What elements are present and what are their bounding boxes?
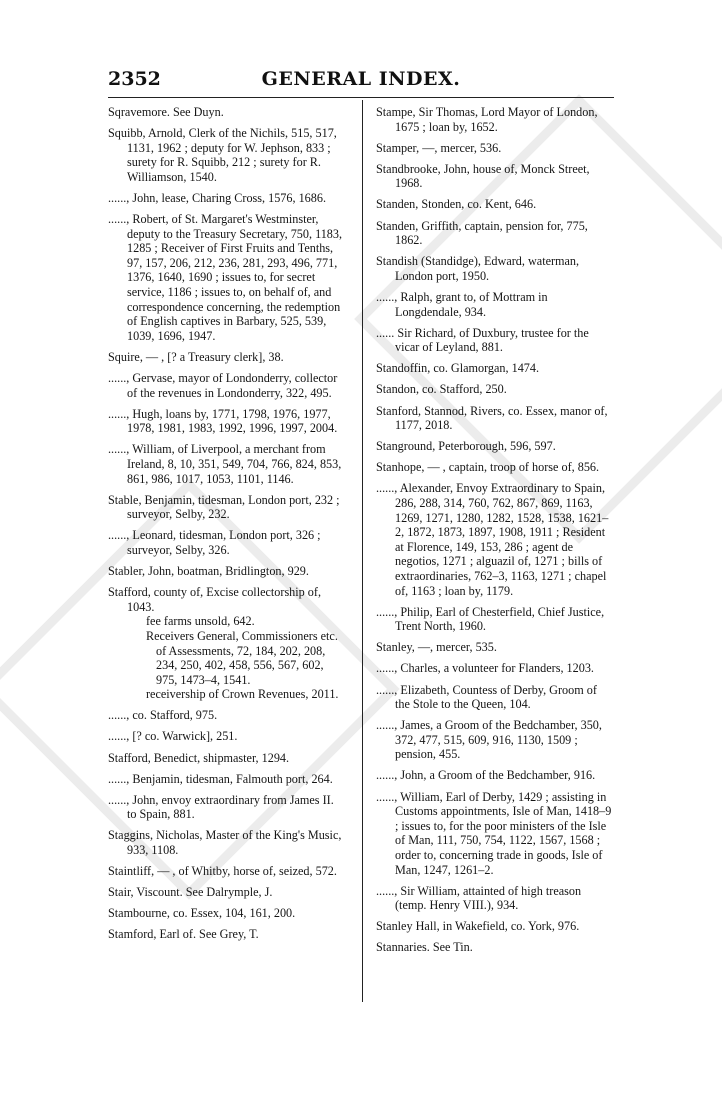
index-entry: Stafford, Benedict, shipmaster, 1294. xyxy=(108,750,290,765)
index-subentry: Receivers General, Commissioners etc. of Assessments, 72, 184, 202, 208, 234, 250, 402, 458, 556, 567, 602, 975, 1473–4, 1541. xyxy=(146,628,338,687)
index-entry: ......, Alexander, Envoy Extraordinary to Spain, 286, 288, 314, 760, 762, 867, 869, 1163, 1269, 1271, 1280, 1282, 1528, 1538, 1621–2, 1872, 1873, 1897, 1908, 1911 ; Resident at Florence, 149, 153, 286 ; agent de negotios, 1271 ; alguazil of, 1271 ; bills of extraordinaries, 762–3, 1163, 1271 ; chapel of, 1163 ; loan by, 1179. xyxy=(376,481,609,598)
index-entry: Stanhope, — , captain, troop of horse of, 856. xyxy=(376,460,600,475)
index-entry: Stable, Benjamin, tidesman, London port, 232 ; surveyor, Selby, 232. xyxy=(108,492,340,522)
index-entry: Standoffin, co. Glamorgan, 1474. xyxy=(376,361,540,376)
index-entry: Stamford, Earl of. See Grey, T. xyxy=(108,927,259,942)
index-subentry: fee farms unsold, 642. xyxy=(146,614,255,629)
index-entry: ......, John, a Groom of the Bedchamber, 916. xyxy=(376,768,596,783)
index-entry: ......, John, envoy extraordinary from James II. to Spain, 881. xyxy=(108,792,334,822)
index-entry: ......, William, Earl of Derby, 1429 ; assisting in Customs appointments, Isle of Man, 1418–9 ; issues to, for the poor ministers of the Isle of Man, 111, 750, 754, 1122, 1567, 1568 ; order to, concerning trade in goods, Isle of Man, 1247, 1261–2. xyxy=(376,789,612,877)
index-entry: ......, James, a Groom of the Bedchamber, 350, 372, 477, 515, 609, 916, 1130, 1509 ; pension, 455. xyxy=(376,718,602,762)
column-divider xyxy=(362,100,363,1002)
page-number: 2352 xyxy=(108,68,161,90)
index-entry: Staintliff, — , of Whitby, horse of, seized, 572. xyxy=(108,864,337,879)
index-entry: Stannaries. See Tin. xyxy=(376,940,473,955)
index-entry: Standbrooke, John, house of, Monck Street, 1968. xyxy=(376,161,590,191)
index-subentry: receivership of Crown Revenues, 2011. xyxy=(146,687,339,702)
page-header xyxy=(108,68,614,98)
header-rule xyxy=(108,97,614,98)
index-entry: ......, Elizabeth, Countess of Derby, Groom of the Stole to the Queen, 104. xyxy=(376,682,597,712)
index-entry: ......, co. Stafford, 975. xyxy=(108,708,218,723)
index-entry: ......, Sir William, attainted of high treason (temp. Henry VIII.), 934. xyxy=(376,883,582,913)
index-entry: Stafford, county of, Excise collectorship of, 1043. xyxy=(108,585,322,614)
index-entry: ......, Philip, Earl of Chesterfield, Chief Justice, Trent North, 1960. xyxy=(376,604,605,634)
index-entry: Stamper, —, mercer, 536. xyxy=(376,140,502,155)
index-entry: ......, Ralph, grant to, of Mottram in Longdendale, 934. xyxy=(376,289,548,319)
index-entry: Standen, Stonden, co. Kent, 646. xyxy=(376,197,537,212)
index-entry: ......, Benjamin, tidesman, Falmouth port, 264. xyxy=(108,771,333,786)
index-entry: Standen, Griffith, captain, pension for, 775, 1862. xyxy=(376,218,588,248)
index-entry: ......, Robert, of St. Margaret's Westminster, deputy to the Treasury Secretary, 750, 1183, 1285 ; Receiver of First Fruits and Tenths, 97, 157, 206, 212, 236, 281, 293, 496, 771, 1376, 1640, 1690 ; issues to, for secret service, 1186 ; issues to, on behalf of, and correspondence concerning, the redemption of English captives in Barbary, 525, 539, 1039, 1696, 1947. xyxy=(108,212,343,343)
index-entry: ......, Gervase, mayor of Londonderry, collector of the revenues in Londonderry, 322, 495. xyxy=(108,371,338,400)
right-column xyxy=(376,105,612,962)
index-entry: Stair, Viscount. See Dalrymple, J. xyxy=(108,885,273,900)
index-entry: Stanground, Peterborough, 596, 597. xyxy=(376,439,556,454)
index-entry: ......, Charles, a volunteer for Flanders, 1203. xyxy=(376,661,594,676)
index-entry: ......, William, of Liverpool, a merchant from Ireland, 8, 10, 351, 549, 704, 766, 824, 853, 861, 986, 1017, 1053, 1101, 1146. xyxy=(108,442,342,486)
index-entry: Standon, co. Stafford, 250. xyxy=(376,382,507,397)
index-entry: Sqravemore. See Duyn. xyxy=(108,105,224,119)
index-entry: ......, Leonard, tidesman, London port, 326 ; surveyor, Selby, 326. xyxy=(108,528,321,557)
index-entry: ......, John, lease, Charing Cross, 1576, 1686. xyxy=(108,190,327,205)
index-entry: Stabler, John, boatman, Bridlington, 929. xyxy=(108,564,309,579)
index-entry: Staggins, Nicholas, Master of the King's Music, 933, 1108. xyxy=(108,828,342,858)
index-entry: ......, [? co. Warwick], 251. xyxy=(108,729,238,744)
running-head: GENERAL INDEX. xyxy=(261,68,461,90)
index-entry: ...... Sir Richard, of Duxbury, trustee for the vicar of Leyland, 881. xyxy=(376,325,589,355)
left-column xyxy=(108,105,344,949)
index-entry: Standish (Standidge), Edward, waterman, London port, 1950. xyxy=(376,254,580,283)
index-entry: Stampe, Sir Thomas, Lord Mayor of London, 1675 ; loan by, 1652. xyxy=(376,105,598,134)
index-entry: Stanley, —, mercer, 535. xyxy=(376,640,497,655)
index-entry: ......, Hugh, loans by, 1771, 1798, 1976, 1977, 1978, 1981, 1983, 1992, 1996, 1997, 2004. xyxy=(108,406,338,436)
index-entry: Stanford, Stannod, Rivers, co. Essex, manor of, 1177, 2018. xyxy=(376,403,608,433)
index-entry: Stambourne, co. Essex, 104, 161, 200. xyxy=(108,906,296,921)
index-entry: Squire, — , [? a Treasury clerk], 38. xyxy=(108,349,284,364)
index-entry: Squibb, Arnold, Clerk of the Nichils, 515, 517, 1131, 1962 ; deputy for W. Jephson, 833 ; surety for R. Squibb, 212 ; surety for R. Williamson, 1540. xyxy=(108,126,337,184)
index-entry: Stanley Hall, in Wakefield, co. York, 976. xyxy=(376,919,580,934)
